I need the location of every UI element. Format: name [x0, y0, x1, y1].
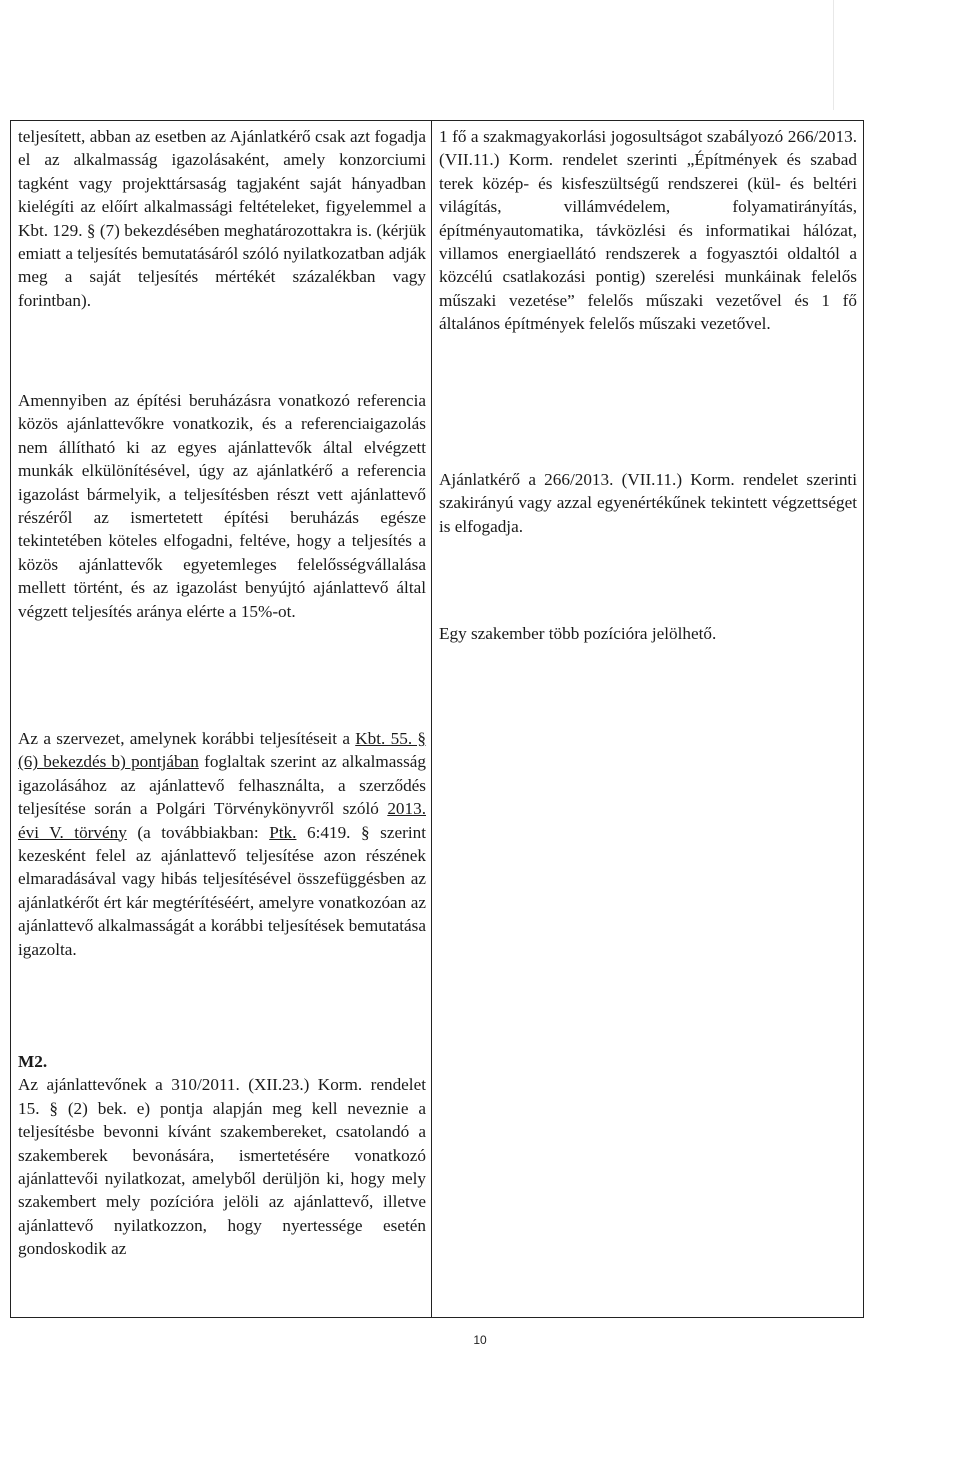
page-number: 10 — [473, 1333, 487, 1347]
equivalent-degree-paragraph: Ajánlatkérő a 266/2013. (VII.11.) Korm. rendelet szerinti szakirányú vagy azzal egyenértékűnek tekintett végzettséget is elfogadja. — [439, 470, 857, 536]
right-cell-experts — [439, 125, 857, 336]
experts-paragraph: 1 fő a szakmagyakorlási jogosultságot szabályozó 266/2013. (VII.11.) Korm. rendelet szerinti „Építmények és szabad terek közép- és kisfeszültségű rendszerei (kül- és beltéri világítás, villámvédelem, folyamatirányítás, építményautomatika, távközlési és informatikai hálózat, villamos energiaellátó rendszerek a fogyasztói oldaltól a közcélú csatlakozási pontig) szerelési munkáinak felelős műszaki vezetése” felelős műszaki vezetővel és 1 fő általános építmények felelős műszaki vezetővel. — [439, 127, 857, 334]
kbt-reference-link: Kbt. 55. § (6) bekezdés b) pontjában — [18, 729, 427, 772]
consortium-paragraph: teljesített, abban az esetben az Ajánlatkérő csak azt fogadja el az alkalmasság igazolásaként, amely konzorciumi tagként vagy projekttársaság tagjaként saját hányadban kielégíti az előírt alkalmassági feltételeket, figyelemmel a Kbt. 129. § (7) bekezdésében meghatározottakra is. (kérjük emiatt a teljesítés bemutatásáról szóló nyilatkozatban adják meg a saját teljesítés mértékét százalékban vagy forintban). — [18, 127, 426, 310]
left-cell-m2 — [18, 1050, 426, 1261]
guarantor-text-3: (a továbbiakban: — [126, 822, 270, 842]
right-cell-multiple-positions — [439, 622, 857, 645]
multiple-positions-paragraph: Egy szakember több pozícióra jelölhető. — [439, 624, 717, 643]
ptk-abbreviation: Ptk. — [269, 822, 297, 842]
requirements-table — [10, 120, 864, 1318]
left-cell-consortium — [18, 125, 426, 312]
guarantor-text-2: foglaltak szerint az alkalmasság igazolásához az ajánlattevő felhasználta, a szerződés teljesítése során a Polgári Törvénykönyvről szóló — [18, 752, 426, 819]
m2-heading: M2. — [18, 1052, 48, 1071]
joint-reference-paragraph: Amennyiben az építési beruházásra vonatkozó referencia közös ajánlattevőkre vonatkozik, és a referenciaigazolás nem állítható ki az egyes ajánlattevők által elvégzett munkák elkülönítésével, úgy az ajánlatkérő a referencia igazolást bármelyik, a teljesítésben részt vett ajánlattevő részéről az ismertetett építési beruházás egésze tekintetében köteles elfogadni, feltéve, hogy a teljesítés a közös ajánlattevők egyetemleges felelősségvállalása mellett történt, és az igazolást benyújtó ajánlattevő által végzett teljesítés aránya elérte a 15%-ot. — [18, 391, 426, 621]
right-cell-equivalent-degree — [439, 468, 857, 538]
left-cell-joint-reference — [18, 389, 426, 623]
scan-artifact-line — [833, 0, 834, 110]
left-cell-guarantor — [18, 727, 426, 961]
m2-paragraph: Az ajánlattevőnek a 310/2011. (XII.23.) Korm. rendelet 15. § (2) bek. e) pontja alapján meg kell neveznie a teljesítésbe bevonni kívánt szakembereket, csatolandó a szakemberek bevonására, ismertetésére vonatkozó ajánlattevői nyilatkozat, amelyből derüljön ki, hogy mely szakembert mely pozícióra jelöli az ajánlattevő, illetve ajánlattevő nyilatkozzon, hogy nyertessége esetén gondoskodik az — [18, 1075, 426, 1259]
civil-code-reference: 2013. évi V. törvény — [18, 799, 426, 842]
column-divider — [431, 120, 432, 1318]
guarantor-text-1: Az a szervezet, amelynek korábbi teljesítéseit a — [18, 729, 356, 748]
guarantor-paragraph — [18, 727, 426, 961]
guarantor-text-4: 6:419. § szerint kezesként felel az ajánlattevő teljesítése azon részének elmaradásával vagy hibás teljesítésével összefüggésben az ajánlatkérőt ért kár megtérítéséért, amelyre vonatkozóan az ajánlattevő alkalmasságát a korábbi teljesítések bemutatása igazolta. — [18, 822, 426, 959]
